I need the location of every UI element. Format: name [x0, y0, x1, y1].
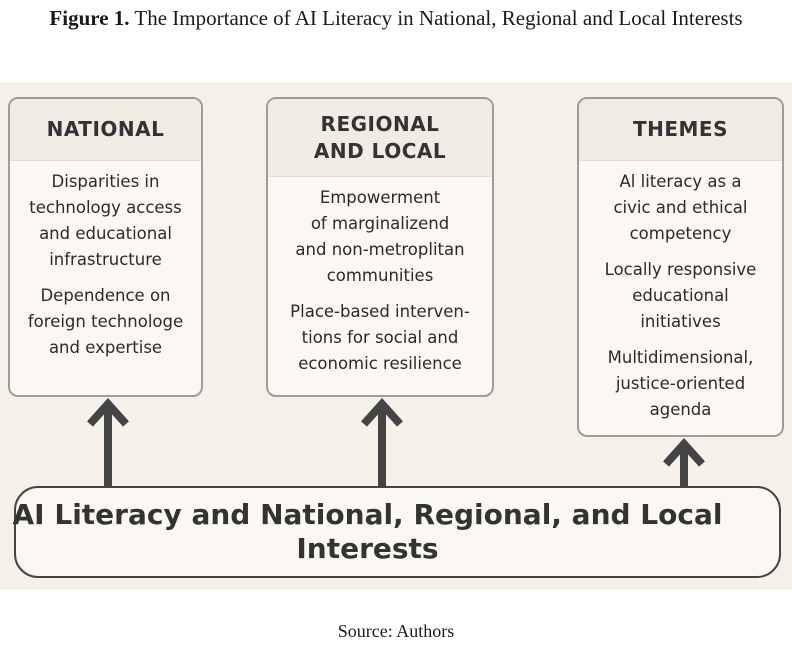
- figure-caption: [0, 0, 792, 36]
- themes-box-title: THEMES: [579, 99, 782, 161]
- arrow-up-regional-icon: [360, 398, 404, 488]
- arrow-up-themes-icon: [662, 438, 706, 488]
- themes-item-1: Al literacy as a civic and ethical competency: [613, 172, 748, 243]
- themes-item-3: Multidimensional, justice-oriented agenda: [607, 348, 754, 419]
- arrow-up-national-icon: [86, 398, 130, 488]
- figure-source: Source: Authors: [337, 621, 455, 641]
- national-box: [8, 97, 203, 397]
- themes-box: [577, 97, 784, 437]
- caption-text: The Importance of AI Literacy in National, Regional and Local Interests: [134, 6, 743, 30]
- national-box-title: NATIONAL: [10, 99, 201, 161]
- caption-label: Figure 1.: [49, 6, 130, 30]
- themes-item-2: Locally responsive educational initiatives: [604, 260, 757, 331]
- center-box: [14, 486, 781, 578]
- regional-local-item-1: Empowerment of marginalizend and non-metroplitan communities: [295, 188, 465, 285]
- regional-local-box-title: REGIONAL AND LOCAL: [268, 99, 492, 177]
- national-item-1: Disparities in technology access and educational infrastructure: [29, 172, 182, 269]
- center-box-title: AI Literacy and National, Regional, and Local Interests: [12, 498, 723, 565]
- regional-local-box: [266, 97, 494, 397]
- national-item-2: Dependence on foreign technologe and expertise: [27, 286, 184, 357]
- regional-local-item-2: Place-based interven- tions for social and economic resilience: [290, 302, 470, 373]
